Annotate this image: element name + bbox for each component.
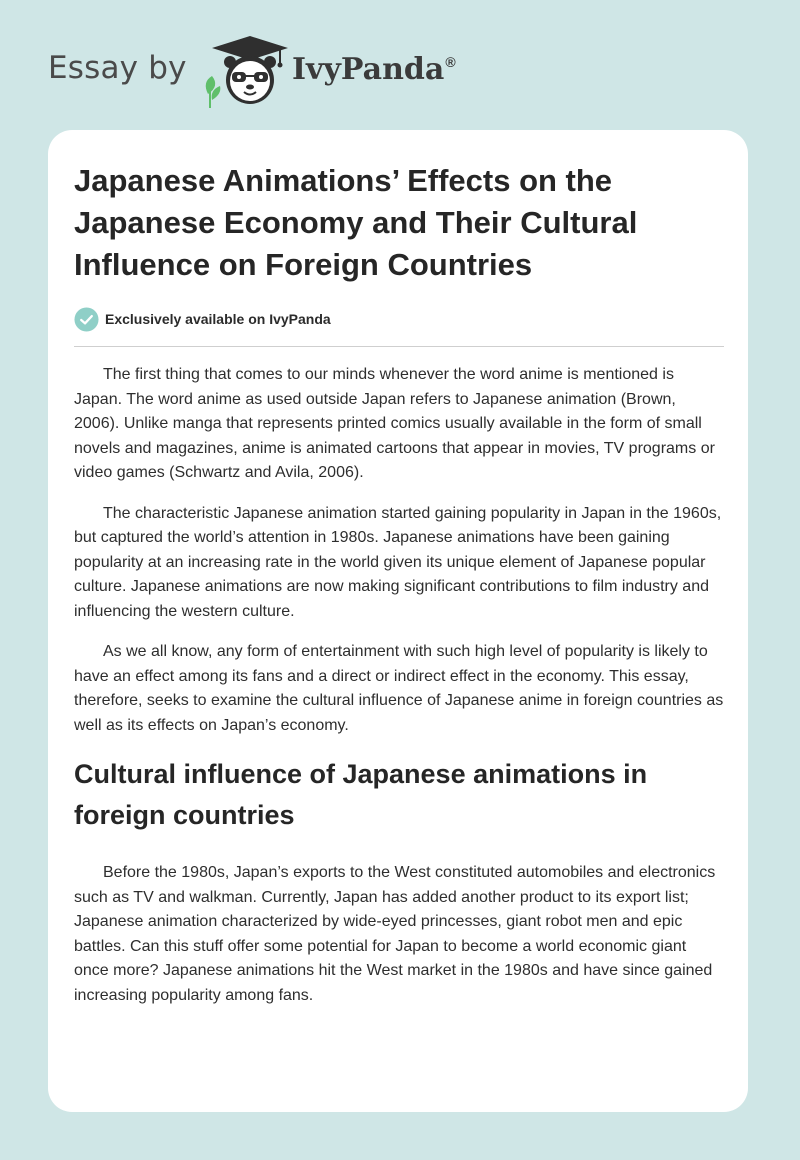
body-paragraph: The first thing that comes to our minds whenever the word anime is mentioned is Japan. The word anime as used outside Japan refers to Japanese animation (Brown, 2006). Unlike manga that represents printed comics usually available in the form of small novels and magazines, anime is animated cartoons that appear in movies, TV programs or video games (Schwartz and Avila, 2006). — [74, 366, 715, 481]
body-paragraph: Before the 1980s, Japan’s exports to the West constituted automobiles and electronics such as TV and walkman. Currently, Japan has added another product to its export list; Japanese animation characterized by wide-eyed princesses, giant robot men and epic battles. Can this stuff offer some potential for Japan to become a world economic giant once more? Japanese animations hit the West market in the 1980s and have since gained increasing popularity among fans. — [74, 864, 716, 1004]
essay-body — [74, 363, 724, 1024]
check-circle-icon — [74, 307, 99, 332]
exclusive-badge-label: Exclusively available on IvyPanda — [105, 311, 331, 327]
exclusive-badge — [74, 306, 331, 332]
essay-card — [48, 130, 748, 1112]
essay-title: Japanese Animations’ Effects on the Japanese Economy and Their Cultural Influence on Foreign Countries — [74, 163, 638, 282]
body-paragraph: The characteristic Japanese animation started gaining popularity in Japan in the 1960s, but captured the world’s attention in 1980s. Japanese animations have been gaining popularity at an increasing rate in the world given its unique element of Japanese popular culture. Japanese animations are now making significant contributions to film industry and influencing the western culture. — [74, 504, 722, 620]
brand-name[interactable] — [292, 52, 456, 87]
body-paragraph: As we all know, any form of entertainment with such high level of popularity is likely to have an effect among its fans and a direct or indirect effect in the economy. This essay, therefore, seeks to examine the cultural influence of Japanese anime in foreign countries as well as its effects on Japan’s economy. — [74, 643, 724, 734]
panda-graduate-icon — [200, 36, 290, 108]
site-header — [0, 0, 800, 130]
brand-text: IvyPanda — [292, 52, 445, 87]
registered-mark: ® — [445, 54, 456, 70]
section-heading: Cultural influence of Japanese animations in foreign countries — [74, 759, 648, 830]
essay-by-label: Essay by — [48, 50, 187, 86]
title-divider — [74, 346, 724, 347]
